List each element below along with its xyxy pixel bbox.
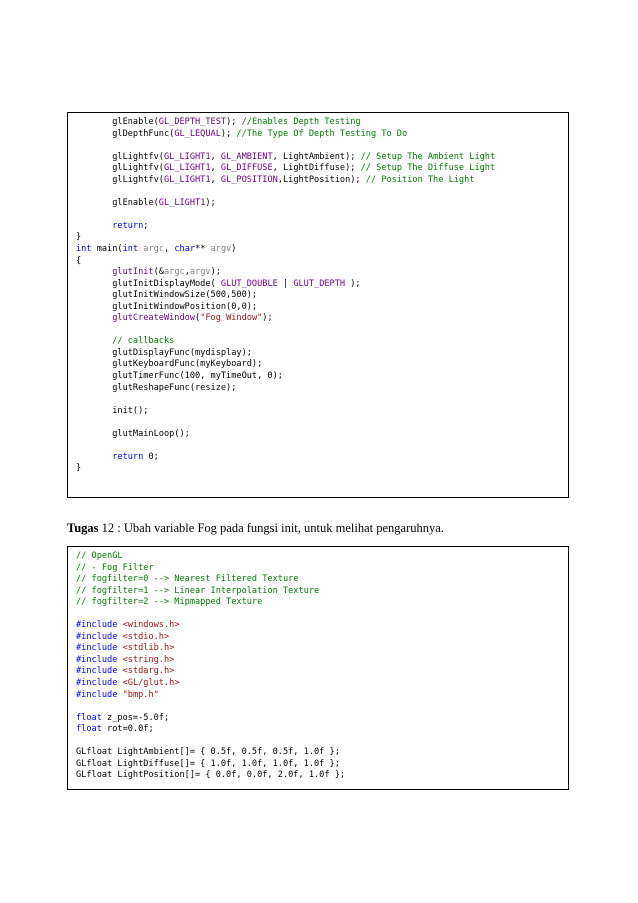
code-line	[76, 152, 495, 162]
code-token: argv	[210, 244, 232, 255]
code-token: , LightDiffuse);	[272, 163, 361, 174]
code-line	[76, 302, 257, 312]
code-token: |	[277, 278, 294, 289]
code-line	[76, 655, 174, 665]
code-line	[76, 666, 174, 676]
code-line	[76, 256, 81, 266]
code-token: #include	[76, 689, 118, 700]
code-token: <stdio.h>	[122, 631, 170, 642]
code-token	[76, 336, 112, 346]
code-line	[76, 429, 190, 439]
code-line	[76, 713, 169, 723]
code-token: glutInit	[112, 267, 154, 278]
code-token: float	[76, 724, 102, 735]
code-token: glDepthFunc(	[76, 128, 175, 139]
code-line	[76, 643, 174, 653]
code-line	[76, 747, 340, 757]
code-token: GLfloat LightDiffuse[]= { 1.0f, 1.0f, 1.0f, 1.0f };	[76, 758, 340, 769]
code-token: ,	[184, 267, 190, 278]
code-token: GLfloat LightPosition[]= { 0.0f, 0.0f, 2.0f, 1.0f };	[76, 770, 346, 781]
code-token: glutInitWindowSize(500,500);	[76, 290, 258, 301]
code-token: glutInitDisplayMode(	[76, 278, 221, 289]
code-token: GL_LIGHT1	[163, 163, 211, 174]
code-token: GL_LEQUAL	[174, 128, 221, 139]
code-token: GL_LIGHT1	[163, 174, 211, 185]
code-line	[76, 244, 236, 254]
code-token: **	[195, 244, 211, 255]
code-token: // OpenGL	[76, 551, 123, 561]
code-token: <windows.h>	[122, 620, 180, 631]
code-line	[76, 759, 340, 769]
code-line	[76, 290, 257, 300]
code-token: ,	[210, 174, 221, 185]
code-line	[76, 163, 495, 173]
code-token: int	[76, 244, 92, 255]
code-token: "bmp.h"	[122, 689, 159, 700]
code-token: #include	[76, 643, 118, 654]
code-token: }	[76, 463, 82, 474]
code-line	[76, 221, 148, 231]
code-token: GLUT_DEPTH	[293, 278, 346, 289]
code-token: ,	[210, 163, 221, 174]
code-token: #include	[76, 678, 118, 689]
code-token: return	[112, 220, 144, 231]
code-token: glutMainLoop();	[76, 428, 190, 439]
code-token	[76, 313, 112, 323]
code-token: ,	[164, 244, 175, 255]
code-token: <GL/glut.h>	[122, 678, 180, 689]
code-token: glutInitWindowPosition(0,0);	[76, 301, 258, 312]
code-token: GL_DEPTH_TEST	[158, 117, 227, 127]
code-token: char	[174, 244, 196, 255]
code-token: ,	[210, 151, 221, 162]
code-line	[76, 232, 81, 242]
code-token: }	[76, 232, 82, 243]
code-line	[76, 574, 298, 584]
code-token: z_pos=-5.0f;	[101, 712, 170, 723]
code-token: //The Type Of Depth Testing To Do	[236, 128, 408, 139]
code-block-fog-header	[67, 546, 569, 790]
code-token: )	[231, 244, 237, 255]
code-token: // Position The Light	[365, 174, 475, 185]
code-line	[76, 678, 180, 688]
code-token: {	[76, 255, 82, 266]
code-token: glutReshapeFunc(resize);	[76, 382, 237, 393]
code-line	[76, 279, 361, 289]
code-token: // fogfilter=1 --> Linear Interpolation Texture	[76, 585, 320, 596]
code-token: #include	[76, 620, 118, 631]
code-token: // fogfilter=2 --> Mipmapped Texture	[76, 597, 263, 608]
code-token: // - Fog Filter	[76, 562, 154, 573]
code-token: );	[220, 128, 237, 139]
code-token: glutDisplayFunc(mydisplay);	[76, 347, 252, 358]
code-token: GLfloat LightAmbient[]= { 0.5f, 0.5f, 0.5f, 1.0f };	[76, 747, 340, 758]
code-token: GL_LIGHT1	[158, 197, 206, 208]
code-line	[76, 359, 262, 369]
code-token: argc	[143, 244, 164, 255]
code-line	[76, 371, 283, 381]
code-line	[76, 586, 319, 596]
code-token: 0;	[143, 451, 159, 462]
task-number: 12	[98, 521, 115, 535]
code-line	[76, 632, 169, 642]
code-line	[76, 117, 361, 127]
code-token: );	[210, 267, 221, 278]
code-token: glEnable(	[76, 117, 159, 127]
task-label: Tugas	[67, 521, 99, 535]
code-line	[76, 175, 474, 185]
code-token: #include	[76, 666, 118, 677]
code-token: (&	[153, 267, 164, 278]
code-line	[76, 724, 154, 734]
code-line	[76, 348, 252, 358]
code-token: #include	[76, 631, 118, 642]
code-token: ;	[143, 220, 149, 231]
code-token: GL_DIFFUSE	[220, 163, 273, 174]
code-token: );	[262, 313, 273, 324]
code-token: glutTimerFunc(100, myTimeOut, 0);	[76, 371, 283, 382]
code-token: argv	[189, 267, 211, 278]
code-token: "Fog Window"	[200, 313, 263, 324]
code-token: GL_LIGHT1	[163, 151, 211, 162]
code-line	[76, 336, 174, 346]
code-token: // Setup The Diffuse Light	[360, 163, 496, 174]
code-token: // Setup The Ambient Light	[360, 151, 496, 162]
code-token: init();	[76, 405, 149, 416]
code-line	[76, 267, 221, 277]
code-token: glutKeyboardFunc(myKeyboard);	[76, 359, 263, 370]
code-line	[76, 452, 159, 462]
code-line	[76, 597, 262, 607]
code-token: GL_POSITION	[220, 174, 278, 185]
code-token: float	[76, 712, 102, 723]
code-token: #include	[76, 654, 118, 665]
code-line	[76, 770, 345, 780]
code-token: glLightfv(	[76, 151, 164, 162]
code-token: );	[205, 197, 216, 208]
code-token: glutCreateWindow	[112, 313, 196, 324]
code-line	[76, 463, 81, 473]
code-token: <stdarg.h>	[122, 666, 175, 677]
code-token: (	[195, 313, 201, 324]
code-text	[76, 551, 568, 782]
code-token: glEnable(	[76, 197, 159, 208]
code-token: );	[345, 278, 361, 289]
code-token	[76, 267, 112, 277]
code-token: );	[226, 117, 242, 127]
code-token: //Enables Depth Testing	[241, 117, 361, 127]
code-line	[76, 690, 159, 700]
code-token: , LightAmbient);	[272, 151, 361, 162]
code-text	[76, 117, 568, 475]
code-line	[76, 620, 180, 630]
code-token: int	[122, 244, 139, 255]
code-block-main-function	[67, 112, 569, 498]
code-token: rot=0.0f;	[101, 724, 154, 735]
code-token: ,LightPosition);	[277, 174, 366, 185]
code-token: return	[112, 451, 144, 462]
code-line	[76, 198, 216, 208]
code-token: GLUT_DOUBLE	[220, 278, 278, 289]
code-line	[76, 383, 236, 393]
code-line	[76, 129, 407, 139]
code-token	[76, 221, 112, 231]
code-token	[76, 452, 112, 462]
code-line	[76, 551, 123, 561]
code-token: glLightfv(	[76, 174, 164, 185]
task-instruction	[67, 521, 444, 536]
code-token: main(	[91, 244, 123, 255]
code-token: GL_AMBIENT	[220, 151, 273, 162]
code-token: <stdlib.h>	[122, 643, 175, 654]
code-token: glLightfv(	[76, 163, 164, 174]
task-text: : Ubah variable Fog pada fungsi init, untuk melihat pengaruhnya.	[114, 521, 444, 535]
code-line	[76, 313, 273, 323]
code-token: // fogfilter=0 --> Nearest Filtered Texture	[76, 574, 299, 585]
code-line	[76, 406, 148, 416]
code-token: // callbacks	[112, 336, 175, 347]
code-token: argc	[163, 267, 185, 278]
code-line	[76, 563, 154, 573]
code-token: <string.h>	[122, 654, 175, 665]
